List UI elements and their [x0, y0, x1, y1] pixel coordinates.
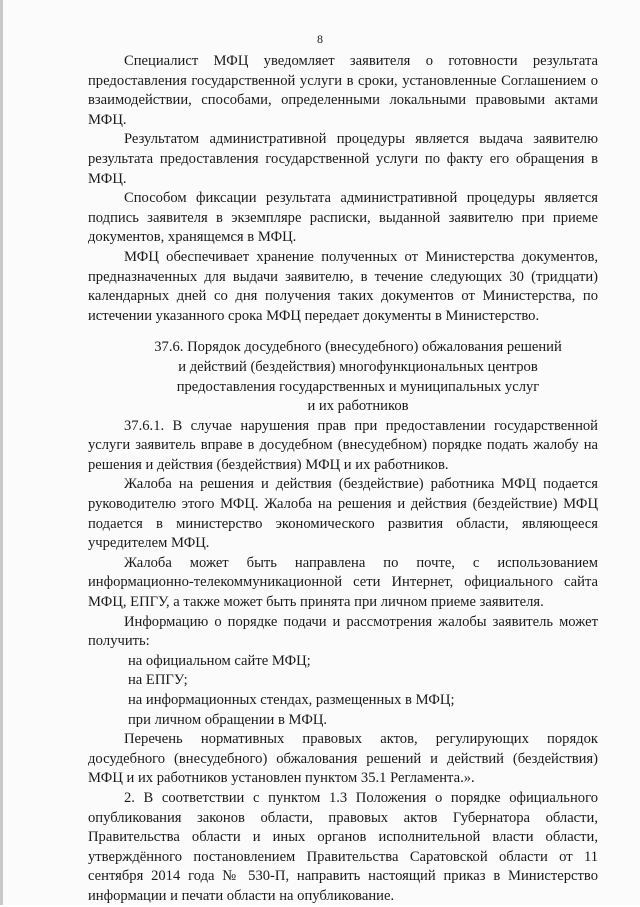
paragraph: Информацию о порядке подачи и рассмотрения жалобы заявитель может получить:: [88, 613, 598, 650]
scan-edge: [0, 0, 3, 905]
paragraph: Перечень нормативных правовых актов, регулирующих порядок досудебного (внесудебного) обжалования решений и действий (бездействия) МФЦ и их работников установлен пунктом 35.1 Регламента.».: [88, 731, 598, 787]
heading-line: 37.6. Порядок досудебного (внесудебного) обжалования решений: [154, 339, 562, 356]
list-item: на ЕПГУ;: [128, 672, 188, 689]
heading-line: и действий (бездействия) многофункциональных центров: [178, 358, 538, 375]
paragraph: МФЦ обеспечивает хранение полученных от Министерства документов, предназначенных для выдачи заявителю, в течение следующих 30 (тридцати) календарных дней со дня получения таких документов от Министерства, по истечении указанного срока МФЦ передает документы в Министерство.: [88, 248, 598, 324]
paragraph: Жалоба может быть направлена по почте, с использованием информационно-телекоммуникационной сети Интернет, официального сайта МФЦ, ЕПГУ, а также может быть принята при личном приеме заявителя.: [88, 554, 598, 611]
list-item: при личном обращении в МФЦ.: [128, 711, 328, 728]
paragraph: Способом фиксации результата административной процедуры является подпись заявителя в экземпляре расписки, выданной заявителю при приеме документов, хранящемся в МФЦ.: [88, 190, 598, 246]
document-body: [88, 52, 598, 907]
heading-line: и их работников: [307, 398, 409, 415]
paragraph: Специалист МФЦ уведомляет заявителя о готовности результата предоставления государственной услуги в сроки, установленные Соглашением о взаимодействии, способами, определенными локальными правовыми актами МФЦ.: [88, 53, 598, 128]
list-item: на официальном сайте МФЦ;: [128, 652, 311, 669]
list-item: на информационных стендах, размещенных в МФЦ;: [128, 692, 455, 708]
paragraph: 37.6.1. В случае нарушения прав при предоставлении государственной услуги заявитель вправе в досудебном (внесудебном) порядке подать жалобу на решения и действия (бездействия) МФЦ и их работников.: [88, 417, 598, 473]
paragraph: Результатом административной процедуры является выдача заявителю результата предоставления государственной услуги по факту его обращения в МФЦ.: [88, 131, 598, 187]
paragraph: 2. В соответствии с пунктом 1.3 Положения о порядке официального опубликования законов области, правовых актов Губернатора области, Правительства области и иных органов исполнительной власти области, утверждённого постановлением Правительства Саратовской области от 11 сентября 2014 года № 530-П, направить настоящий приказ в Министерство информации и печати области на опубликование.: [88, 789, 598, 904]
heading-line: предоставления государственных и муниципальных услуг: [176, 378, 540, 395]
section-heading: [88, 338, 598, 416]
page-number: 8: [317, 32, 323, 46]
paragraph: Жалоба на решения и действия (бездействие) работника МФЦ подается руководителю этого МФЦ. Жалоба на решения и действия (бездействие) МФЦ подается в министерство экономического развития области, являющееся учредителем МФЦ.: [88, 476, 598, 552]
